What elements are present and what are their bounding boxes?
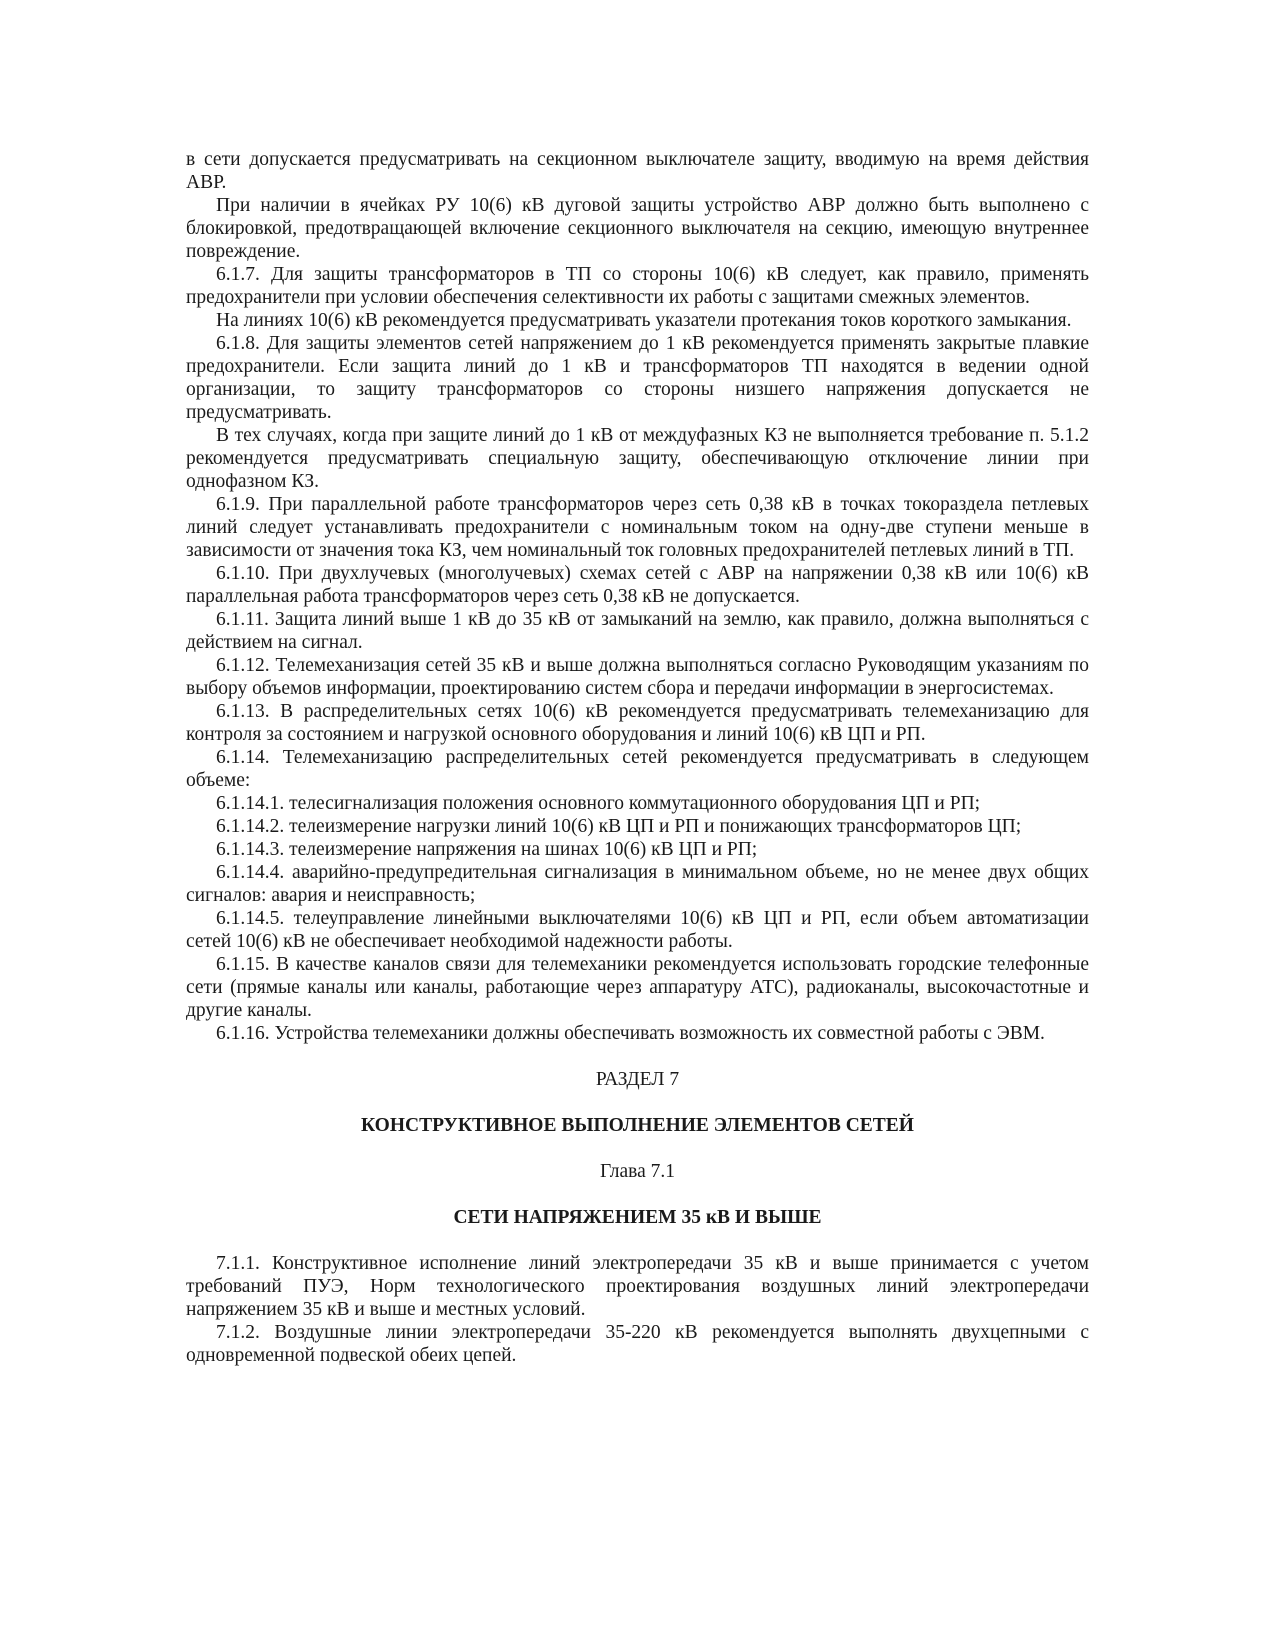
paragraph: В тех случаях, когда при защите линий до 1 кВ от междуфазных КЗ не выполняется требование п. 5.1.2 рекомендуется предусматривать специальную защиту, обеспечивающую отключение линии при однофазном КЗ.	[186, 425, 1089, 492]
paragraph: 6.1.10. При двухлучевых (многолучевых) схемах сетей с АВР на напряжении 0,38 кВ или 10(6) кВ параллельная работа трансформаторов через сеть 0,38 кВ не допускается.	[186, 563, 1089, 607]
paragraph: 6.1.9. При параллельной работе трансформаторов через сеть 0,38 кВ в точках токораздела петлевых линий следует устанавливать предохранители с номинальным током на одну-две ступени меньше в зависимости от значения тока КЗ, чем номинальный ток головных предохранителей петлевых линий в ТП.	[186, 494, 1089, 561]
paragraph: 6.1.13. В распределительных сетях 10(6) кВ рекомендуется предусматривать телемеханизацию для контроля за состоянием и нагрузкой основного оборудования и линий 10(6) кВ ЦП и РП.	[186, 701, 1089, 745]
section-title: КОНСТРУКТИВНОЕ ВЫПОЛНЕНИЕ ЭЛЕМЕНТОВ СЕТЕЙ	[361, 1115, 914, 1136]
list-item: 6.1.14.5. телеуправление линейными выключателями 10(6) кВ ЦП и РП, если объем автоматизации сетей 10(6) кВ не обеспечивает необходимой надежности работы.	[186, 908, 1089, 952]
paragraph: 6.1.8. Для защиты элементов сетей напряжением до 1 кВ рекомендуется применять закрытые плавкие предохранители. Если защита линий до 1 кВ и трансформаторов ТП находятся в ведении одной организации, то защиту трансформаторов со стороны низшего напряжения допускается не предусматривать.	[186, 333, 1089, 423]
chapter-title: СЕТИ НАПРЯЖЕНИЕМ 35 кВ И ВЫШЕ	[453, 1207, 822, 1228]
lead-paragraph: в сети допускается предусматривать на секционном выключателе защиту, вводимую на время действия АВР.	[186, 149, 1089, 193]
paragraph: 6.1.7. Для защиты трансформаторов в ТП со стороны 10(6) кВ следует, как правило, применять предохранители при условии обеспечения селективности их работы с защитами смежных элементов.	[186, 264, 1089, 308]
paragraph: 7.1.2. Воздушные линии электропередачи 35-220 кВ рекомендуется выполнять двухцепными с одновременной подвеской обеих цепей.	[186, 1322, 1089, 1366]
list-item: 6.1.14.2. телеизмерение нагрузки линий 10(6) кВ ЦП и РП и понижающих трансформаторов ЦП;	[216, 816, 1022, 837]
paragraph: 6.1.16. Устройства телемеханики должны обеспечивать возможность их совместной работы с ЭВМ.	[216, 1023, 1045, 1044]
paragraph: 7.1.1. Конструктивное исполнение линий электропередачи 35 кВ и выше принимается с учетом требований ПУЭ, Норм технологического проектирования воздушных линий электропередачи напряжением 35 кВ и выше и местных условий.	[186, 1253, 1089, 1320]
paragraph: 6.1.12. Телемеханизация сетей 35 кВ и выше должна выполняться согласно Руководящим указаниям по выбору объемов информации, проектированию систем сбора и передачи информации в энергосистемах.	[186, 655, 1089, 699]
list-item: 6.1.14.1. телесигнализация положения основного коммутационного оборудования ЦП и РП;	[216, 793, 981, 814]
chapter-label: Глава 7.1	[599, 1161, 676, 1182]
list-item: 6.1.14.3. телеизмерение напряжения на шинах 10(6) кВ ЦП и РП;	[216, 839, 758, 860]
section-label: РАЗДЕЛ 7	[595, 1069, 680, 1090]
paragraph: На линиях 10(6) кВ рекомендуется предусматривать указатели протекания токов короткого замыкания.	[216, 310, 1072, 331]
list-item: 6.1.14.4. аварийно-предупредительная сигнализация в минимальном объеме, но не менее двух общих сигналов: авария и неисправность;	[186, 862, 1089, 906]
document-page	[186, 148, 1089, 1367]
paragraph: При наличии в ячейках РУ 10(6) кВ дуговой защиты устройство АВР должно быть выполнено с блокировкой, предотвращающей включение секционного выключателя на секцию, имеющую внутреннее повреждение.	[186, 195, 1089, 262]
paragraph: 6.1.15. В качестве каналов связи для телемеханики рекомендуется использовать городские телефонные сети (прямые каналы или каналы, работающие через аппаратуру АТС), радиоканалы, высокочастотные и другие каналы.	[186, 954, 1089, 1021]
paragraph: 6.1.11. Защита линий выше 1 кВ до 35 кВ от замыканий на землю, как правило, должна выполняться с действием на сигнал.	[186, 609, 1089, 653]
paragraph: 6.1.14. Телемеханизацию распределительных сетей рекомендуется предусматривать в следующем объеме:	[186, 747, 1089, 791]
